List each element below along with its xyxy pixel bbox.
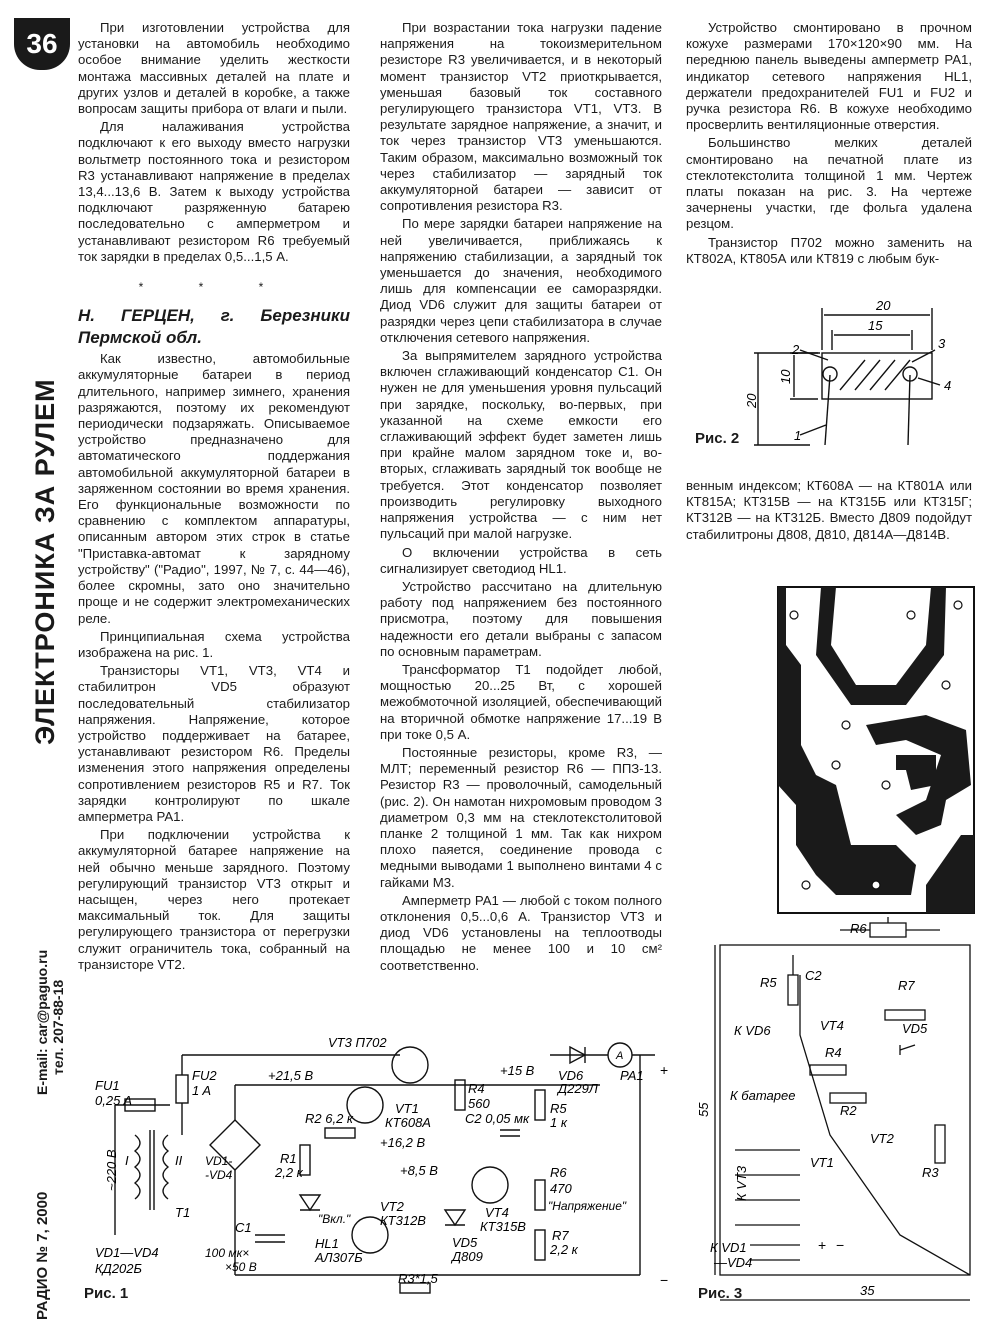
label-c2: C2	[805, 968, 822, 983]
label-c1: C1	[235, 1220, 252, 1235]
label-vd4: —VD4	[714, 1255, 753, 1270]
paragraph: При изготовлении устройства для установки на автомобиль необходимо особое внимание уделить жесткости монтажа массивных деталей на плате и других узлов и деталей в коробке, а также вопросам защиты прибора от влаги и пыли.	[78, 20, 350, 117]
label-r5: R5	[760, 975, 777, 990]
dim-20-vertical: 20	[744, 393, 759, 408]
label-vd6-type: Д229Л	[558, 1081, 598, 1096]
label-hl1: HL1	[315, 1236, 339, 1251]
label-minus: −	[836, 1237, 845, 1253]
label-r2: R2 6,2 к	[305, 1111, 354, 1126]
label-kbat: К батарее	[730, 1088, 796, 1103]
label-vd5-type: Д809	[452, 1249, 483, 1264]
label-vd6: VD6	[558, 1068, 584, 1083]
label-vd5: VD5	[902, 1021, 928, 1036]
figure-3-pcb	[776, 585, 976, 915]
label-vt4: VT4	[820, 1018, 844, 1033]
paragraph: Устройство рассчитано на длительную работу под напряжением без постоянного присмотра, поэтому для повышения надежности его детали выбраны с запасом по основным параметрам.	[380, 578, 662, 659]
label-hl1-type: АЛ307Б	[315, 1250, 363, 1265]
contact-email[interactable]: E-mail: car@paguo.ru	[34, 949, 50, 1095]
label-r4-value: 560	[468, 1096, 490, 1111]
paragraph: О включении устройства в сеть сигнализирует светодиод HL1.	[380, 544, 662, 576]
label-r6-name: "Напряжение"	[548, 1199, 627, 1213]
label-vt4-type: КТ315В	[480, 1219, 526, 1234]
label-21-5v: +21,5 В	[268, 1068, 314, 1083]
label-vd5: VD5	[452, 1235, 478, 1250]
label-r4: R4	[468, 1081, 485, 1096]
paragraph: Транзистор П702 можно заменить на КТ802А, КТ805А или КТ819 с любым бук-	[686, 234, 972, 266]
label-ammeter-a: A	[616, 1050, 624, 1062]
label-r3: R3	[922, 1165, 939, 1180]
label-minus: −	[660, 1272, 669, 1288]
figure-2-caption: Рис. 2	[695, 430, 740, 447]
figure-3-caption: Рис. 3	[698, 1285, 743, 1302]
label-kvt3: К VT3	[734, 1165, 749, 1201]
label-winding-2: II	[175, 1153, 183, 1168]
paragraph: По мере зарядки батареи напряжение на ней увеличивается, приближаясь к напряжению стабилизации, а зарядный ток уменьшается до значения, необходимого лишь для компенсации ее саморазрядки. Диод VD6 служит для защиты батареи от разрядки через цепи стабилизатора в случае отключения сетевого напряжения.	[380, 216, 662, 345]
label-kvd1: К VD1	[710, 1240, 747, 1255]
label-winding-1: I	[125, 1153, 129, 1168]
label-vd1: VD1-	[205, 1154, 233, 1168]
label-r5-value: 1 к	[550, 1115, 567, 1130]
paragraph: Для налаживания устройства подключают к его выходу вместо нагрузки вольтметр постоянного тока и резистором R3 устанавливают напряжение в пределах 13,4...13,6 В. Затем к выходу устройства подключают разряженную батарею последовательно с амперметром и устанавливают резистором R6 требуемый ток зарядки в пределах 0,5...1,5 А.	[78, 119, 350, 264]
label-led-on: "Вкл."	[318, 1212, 351, 1226]
label-vd4: -VD4	[205, 1168, 233, 1182]
label-vd-type: КД202Б	[95, 1261, 142, 1276]
contact-phone: тел. 207-88-18	[50, 979, 66, 1075]
label-r4: R4	[825, 1045, 842, 1060]
part-3: 3	[938, 336, 946, 351]
label-t1: T1	[175, 1205, 191, 1220]
text-column-2	[380, 20, 662, 976]
label-15v: +15 В	[500, 1063, 535, 1078]
label-plus: +	[818, 1237, 827, 1253]
section-title: ЭЛЕКТРОНИКА ЗА РУЛЕМ	[30, 378, 60, 745]
label-plus: +	[660, 1062, 669, 1078]
label-r6: R6	[550, 1165, 567, 1180]
label-vt1-type: КТ608А	[385, 1115, 431, 1130]
figure-1-schematic	[80, 1035, 680, 1310]
paragraph: За выпрямителем зарядного устройства включен сглаживающий конденсатор C1. Он нужен не для уменьшения уровня пульсаций при зарядке, поскольку, во-первых, при указанной на схеме емкости его сглаживающий эффект будет заметен лишь при крайне малом зарядном токе и, во-вторых, сглаживать зарядный ток вообще не требуется. Этот конденсатор позволяет производить регулировку выходного напряжения устройства — с ним нет пульсаций при малой нагрузке.	[380, 348, 662, 542]
part-2: 2	[792, 342, 800, 357]
sidebar	[0, 0, 70, 1335]
paragraph: Трансформатор T1 подойдет любой, мощностью 20...25 Вт, с хорошей межобмоточной изоляцией, обеспечивающий на вторичной обмотке напряжение 17...19 В при токе 0,5 А.	[380, 661, 662, 742]
label-mains: ~220 В	[104, 1149, 119, 1191]
label-vt1: VT1	[395, 1101, 419, 1116]
label-r1-value: 2,2 к	[275, 1165, 303, 1180]
paragraph: Постоянные резисторы, кроме R3, — МЛТ; переменный резистор R6 — ППЗ-13. Резистор R3 — проволочный, самодельный (рис. 2). Он намотан нихромовым проводом 3 диаметром 0,3 мм на стеклотекстолитовой планке 2 толщиной 1 мм. Так как нихром плохо паяется, соединение провода с медными выводами 1 выполнено винтами 4 с гайками М3.	[380, 744, 662, 890]
label-16-2v: +16,2 В	[380, 1135, 426, 1150]
issue-label: РАДИО № 7, 2000	[34, 1191, 51, 1320]
label-r2: R2	[840, 1103, 857, 1118]
label-c1-value: 100 мк×	[205, 1246, 250, 1260]
label-vt4: VT4	[485, 1205, 509, 1220]
label-kvd6: К VD6	[734, 1023, 771, 1038]
dim-55: 55	[696, 1102, 711, 1117]
label-vd-list: VD1—VD4	[95, 1245, 159, 1260]
article-author: Н. ГЕРЦЕН, г. Березники Пермской обл.	[78, 306, 350, 348]
text-column-1	[78, 20, 350, 975]
separator-stars: * * *	[138, 280, 290, 295]
label-vt3: VT3 П702	[328, 1035, 387, 1050]
label-c2: C2 0,05 мк	[465, 1111, 530, 1126]
part-4: 4	[944, 378, 952, 393]
label-fu1: FU1	[95, 1078, 120, 1093]
label-fu2-value: 1 A	[192, 1083, 212, 1098]
paragraph: венным индексом; КТ608А — на КТ801А или КТ815А; КТ315В — на КТ315Б или КТ315Г; КТ312В — на КТ312Б. Вместо Д809 подойдут стабилитроны Д808, Д810, Д814А—Д814В.	[686, 478, 972, 542]
label-vt1: VT1	[810, 1155, 834, 1170]
label-vt2-type: КТ312В	[380, 1213, 426, 1228]
label-pa1: PA1	[620, 1068, 644, 1083]
label-fu2: FU2	[192, 1068, 217, 1083]
label-r7-value: 2,2 к	[550, 1242, 578, 1257]
figure-1-caption: Рис. 1	[84, 1285, 129, 1302]
label-r1: R1	[280, 1151, 297, 1166]
paragraph: Транзисторы VT1, VT3, VT4 и стабилитрон VD5 образуют последовательный стабилизатор напряжения. Напряжение, которое устройство поддерживает на батарее, устанавливают резистором R6. Пределы изменения этого напряжения определены сопротивлением резисторов R5 и R7. Ток зарядки контролируют по шкале амперметра PA1.	[78, 663, 350, 824]
label-r3: R3*1,5	[398, 1271, 438, 1286]
dim-10: 10	[778, 369, 793, 384]
label-r6: R6	[850, 921, 867, 936]
dim-20: 20	[876, 298, 891, 313]
figure-3-layout	[690, 915, 980, 1310]
page-number: 36	[14, 18, 70, 70]
paragraph: Амперметр PA1 — любой с током полного отклонения 0,5...0,6 А. Транзистор VT3 и диод VD6 установлены на теплоотводы площадью не менее 100 и 10 см² соответственно.	[380, 892, 662, 973]
paragraph: Принципиальная схема устройства изображена на рис. 1.	[78, 628, 350, 660]
text-column-3-continued	[686, 478, 972, 545]
label-fu1-value: 0,25 A	[95, 1093, 133, 1108]
label-8-5v: +8,5 В	[400, 1163, 438, 1178]
dim-15: 15	[868, 318, 883, 333]
label-r5: R5	[550, 1101, 567, 1116]
label-r7: R7	[898, 978, 915, 993]
paragraph: Большинство мелких деталей смонтировано на печатной плате из стеклотекстолита толщиной 1 мм. Чертеж платы показан на рис. 3. На чертеже зачернены участки, где фольга удалена резцом.	[686, 135, 972, 232]
label-c1-voltage: ×50 В	[225, 1260, 257, 1274]
label-vt2: VT2	[870, 1131, 894, 1146]
paragraph: При подключении устройства к аккумуляторной батарее напряжение на ней обычно меньше зарядного. Поэтому регулирующий транзистор VT3 открыт и насыщен, через него протекает максимальный ток. Для защиты регулирующего транзистора от перегрузки служит ограничитель тока, собранный на транзисторе VT2.	[78, 827, 350, 972]
paragraph: При возрастании тока нагрузки падение напряжения на токоизмерительном резисторе R3 увеличивается, и в некоторый момент транзистор VT2 приоткрывается, уменьшая базовый ток составного регулирующего транзистора VT1, VT3. В результате зарядное напряжение, а значит, и ток через транзистор VT3 уменьшаются. Таким образом, максимально возможный ток через стабилизатор — зарядный ток аккумуляторной батареи — зависит от сопротивления резистора R3.	[380, 20, 662, 214]
label-r6-value: 470	[550, 1181, 572, 1196]
paragraph: Как известно, автомобильные аккумуляторные батареи в период длительного, например зимнего, хранения разряжаются, поэтому их рекомендуют периодически подзаряжать. Описываемое устройство предназначено для автоматического поддержания автомобильной аккумуляторной батареи в заряженном состоянии во время хранения. Его функциональные возможности по сравнению с комплектом аппаратуры, описанным автором этих строк в статье "Приставка-автомат к зарядному устройству" ("Радио", 1997, № 7, с. 44—46), более скромны, зато оно значительно проще и не содержит электромеханических реле.	[78, 351, 350, 626]
paragraph: Устройство смонтировано в прочном кожухе размерами 170×120×90 мм. На переднюю панель выведены амперметр PA1, индикатор сетевого напряжения HL1, держатели предохранителей FU1 и FU2 и ручка резистора R6. В кожухе необходимо просверлить вентиляционные отверстия.	[686, 20, 972, 133]
dim-35: 35	[860, 1283, 875, 1298]
part-1: 1	[794, 428, 802, 443]
label-vt2: VT2	[380, 1199, 404, 1214]
label-r7: R7	[552, 1228, 569, 1243]
text-column-3	[686, 20, 972, 269]
